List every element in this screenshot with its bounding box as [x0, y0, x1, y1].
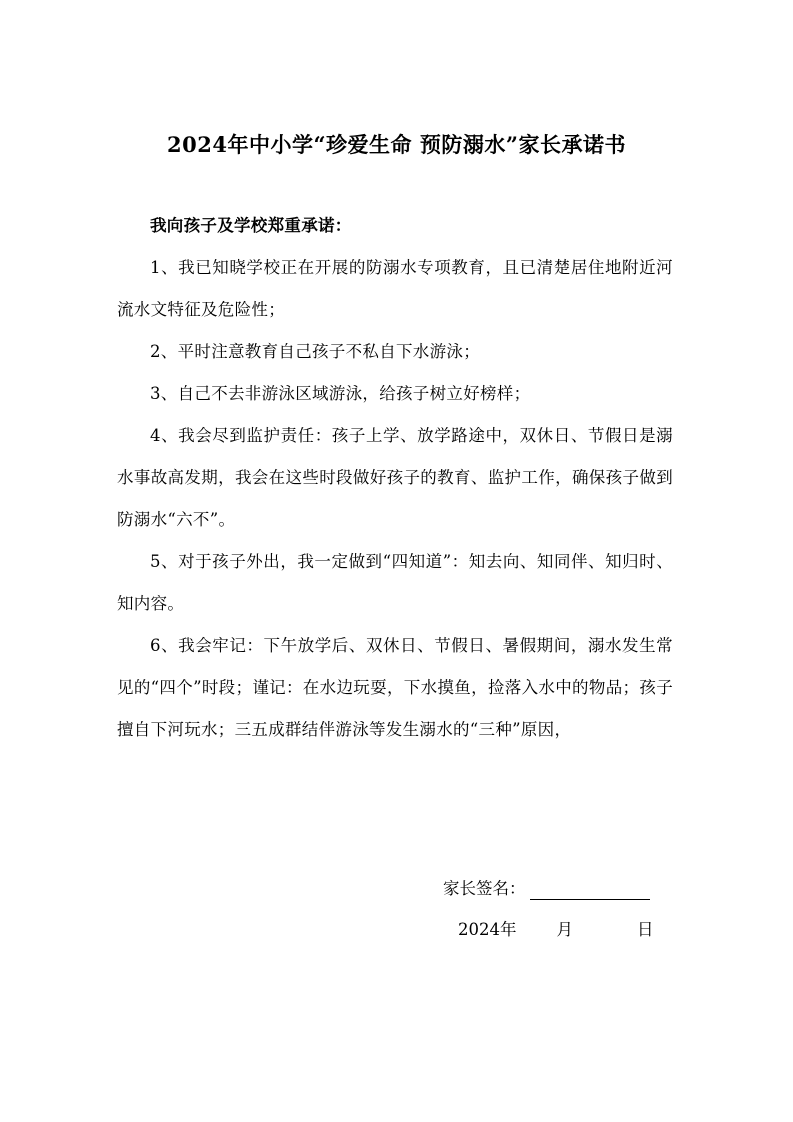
- date-month: 月: [556, 920, 573, 939]
- date-day: 日: [637, 920, 654, 939]
- commitment-item-4: 4、我会尽到监护责任：孩子上学、放学路途中，双休日、节假日是溺水事故高发期，我会在这些时段做好孩子的教育、监护工作，确保孩子做到防溺水“六不”。: [117, 426, 673, 529]
- commitment-item-5: 5、对于孩子外出，我一定做到“四知道”：知去向、知同伴、知归时、知内容。: [117, 552, 673, 613]
- commitment-item-6: 6、我会牢记：下午放学后、双休日、节假日、暑假期间，溺水发生常见的“四个”时段；谨记：在水边玩耍，下水摸鱼，捡落入水中的物品；孩子擅自下河玩水；三五成群结伴游泳等发生溺水的“三种”原因，: [117, 636, 673, 739]
- commitment-intro: 我向孩子及学校郑重承诺：: [150, 216, 352, 235]
- document-body: [117, 205, 673, 751]
- signature-label: 家长签名：: [443, 879, 526, 898]
- commitment-item-2: 2、平时注意教育自己孩子不私自下水游泳；: [150, 342, 480, 361]
- commitment-item-1: 1、我已知晓学校正在开展的防溺水专项教育，且已清楚居住地附近河流水文特征及危险性；: [117, 258, 673, 319]
- commitment-item-3: 3、自己不去非游泳区域游泳，给孩子树立好榜样；: [150, 384, 531, 403]
- signature-line[interactable]: [530, 898, 650, 900]
- document-title: 2024年中小学“珍爱生命 预防溺水”家长承诺书: [167, 132, 626, 157]
- date-year: 2024年: [458, 920, 517, 939]
- parent-signature: [443, 871, 650, 907]
- signature-date: [458, 912, 654, 948]
